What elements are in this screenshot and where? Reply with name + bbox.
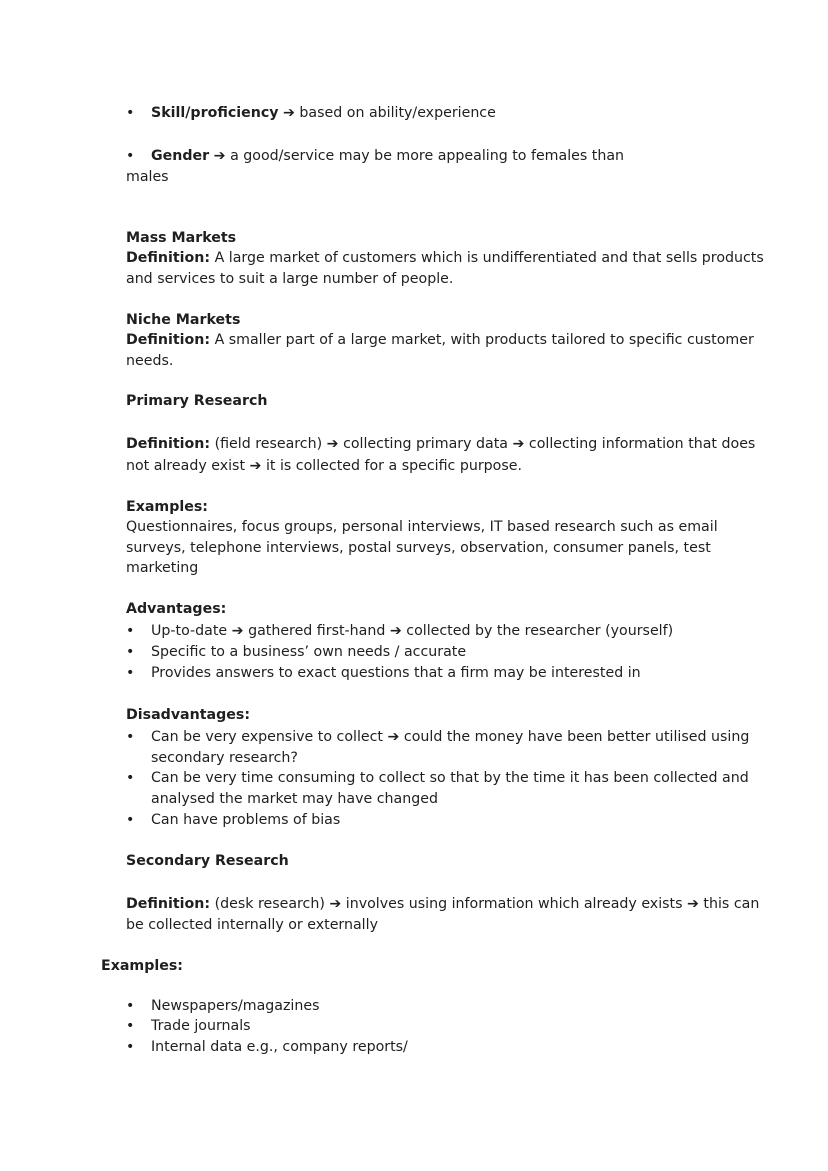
- definition-text: A smaller part of a large market, with products tailored to specific customer: [214, 332, 754, 348]
- advantage-item: Provides answers to exact questions that a firm may be interested in: [151, 665, 641, 681]
- arrow-icon: ➔: [687, 896, 699, 912]
- disadvantage-item-cont: secondary research?: [151, 750, 298, 766]
- advantages-label: Advantages:: [126, 601, 227, 617]
- arrow-icon: ➔: [213, 148, 226, 164]
- definition-label: Definition:: [126, 250, 211, 266]
- disadvantage-item: [151, 727, 749, 748]
- advantage-item: [151, 621, 673, 642]
- example-item: Trade journals: [151, 1018, 251, 1034]
- gender-text-cont: males: [126, 169, 169, 185]
- secondary-research-heading: Secondary Research: [126, 853, 289, 869]
- primary-research-heading: Primary Research: [126, 393, 268, 409]
- primary-examples-text: surveys, telephone interviews, postal surveys, observation, consumer panels, test: [126, 540, 711, 556]
- disadvantage-item-cont: analysed the market may have changed: [151, 791, 438, 807]
- disadvantages-label: Disadvantages:: [126, 707, 250, 723]
- arrow-icon: ➔: [387, 729, 400, 745]
- arrow-icon: ➔: [231, 623, 244, 639]
- arrow-icon: ➔: [512, 436, 525, 452]
- skill-text: based on ability/experience: [299, 105, 496, 121]
- arrow-icon: ➔: [329, 896, 342, 912]
- secondary-examples-label: Examples:: [101, 958, 183, 974]
- bullet: •: [126, 812, 135, 828]
- gender-text: a good/service may be more appealing to females than: [230, 148, 625, 164]
- bullet: •: [126, 623, 135, 639]
- disadvantage-item: Can have problems of bias: [151, 812, 341, 828]
- mass-markets-heading: Mass Markets: [126, 230, 237, 246]
- definition-text: it is collected for a specific purpose.: [265, 458, 522, 474]
- niche-markets-heading: Niche Markets: [126, 312, 241, 328]
- definition-text: collecting information that does: [528, 436, 756, 452]
- advantage-text: gathered first-hand: [248, 623, 386, 639]
- definition-text: (desk research): [214, 896, 325, 912]
- secondary-definition: [126, 894, 759, 915]
- primary-examples-text: Questionnaires, focus groups, personal interviews, IT based research such as email: [126, 519, 718, 535]
- bullet: •: [126, 1039, 135, 1055]
- example-item: Newspapers/magazines: [151, 998, 320, 1014]
- primary-examples-text: marketing: [126, 560, 199, 576]
- niche-markets-definition-cont: needs.: [126, 353, 174, 369]
- example-item: Internal data e.g., company reports/: [151, 1039, 408, 1055]
- advantage-text: Up-to-date: [151, 623, 228, 639]
- skill-term: Skill/proficiency: [151, 105, 279, 121]
- advantage-item: Specific to a business’ own needs / accurate: [151, 644, 467, 660]
- secondary-definition-cont: be collected internally or externally: [126, 917, 378, 933]
- definition-text: (field research): [214, 436, 323, 452]
- bullet: •: [126, 665, 135, 681]
- definition-label: Definition:: [126, 436, 211, 452]
- arrow-icon: ➔: [283, 105, 295, 121]
- definition-label: Definition:: [126, 332, 211, 348]
- skill-item: [151, 103, 496, 124]
- bullet: •: [126, 770, 135, 786]
- mass-markets-definition: [126, 248, 764, 269]
- disadvantage-text: could the money have been better utilised using: [403, 729, 750, 745]
- arrow-icon: ➔: [249, 458, 262, 474]
- bullet: •: [126, 998, 135, 1014]
- bullet: •: [126, 148, 135, 164]
- definition-text: involves using information which already exists: [345, 896, 683, 912]
- definition-text: not already exist: [126, 458, 246, 474]
- arrow-icon: ➔: [389, 623, 402, 639]
- definition-text: this can: [703, 896, 760, 912]
- definition-text: collecting primary data: [343, 436, 508, 452]
- primary-definition-cont: [126, 456, 522, 477]
- disadvantage-text: Can be very expensive to collect: [151, 729, 383, 745]
- definition-text: A large market of customers which is undifferentiated and that sells products: [214, 250, 764, 266]
- gender-term: Gender: [151, 148, 210, 164]
- bullet: •: [126, 1018, 135, 1034]
- advantage-text: collected by the researcher (yourself): [406, 623, 674, 639]
- definition-label: Definition:: [126, 896, 211, 912]
- mass-markets-definition-cont: and services to suit a large number of people.: [126, 271, 454, 287]
- bullet: •: [126, 644, 135, 660]
- bullet: •: [126, 105, 135, 121]
- primary-definition: [126, 434, 755, 455]
- disadvantage-item: Can be very time consuming to collect so that by the time it has been collected and: [151, 770, 749, 786]
- niche-markets-definition: [126, 330, 754, 351]
- bullet: •: [126, 729, 135, 745]
- gender-item: [151, 146, 624, 167]
- arrow-icon: ➔: [326, 436, 339, 452]
- primary-examples-label: Examples:: [126, 499, 208, 515]
